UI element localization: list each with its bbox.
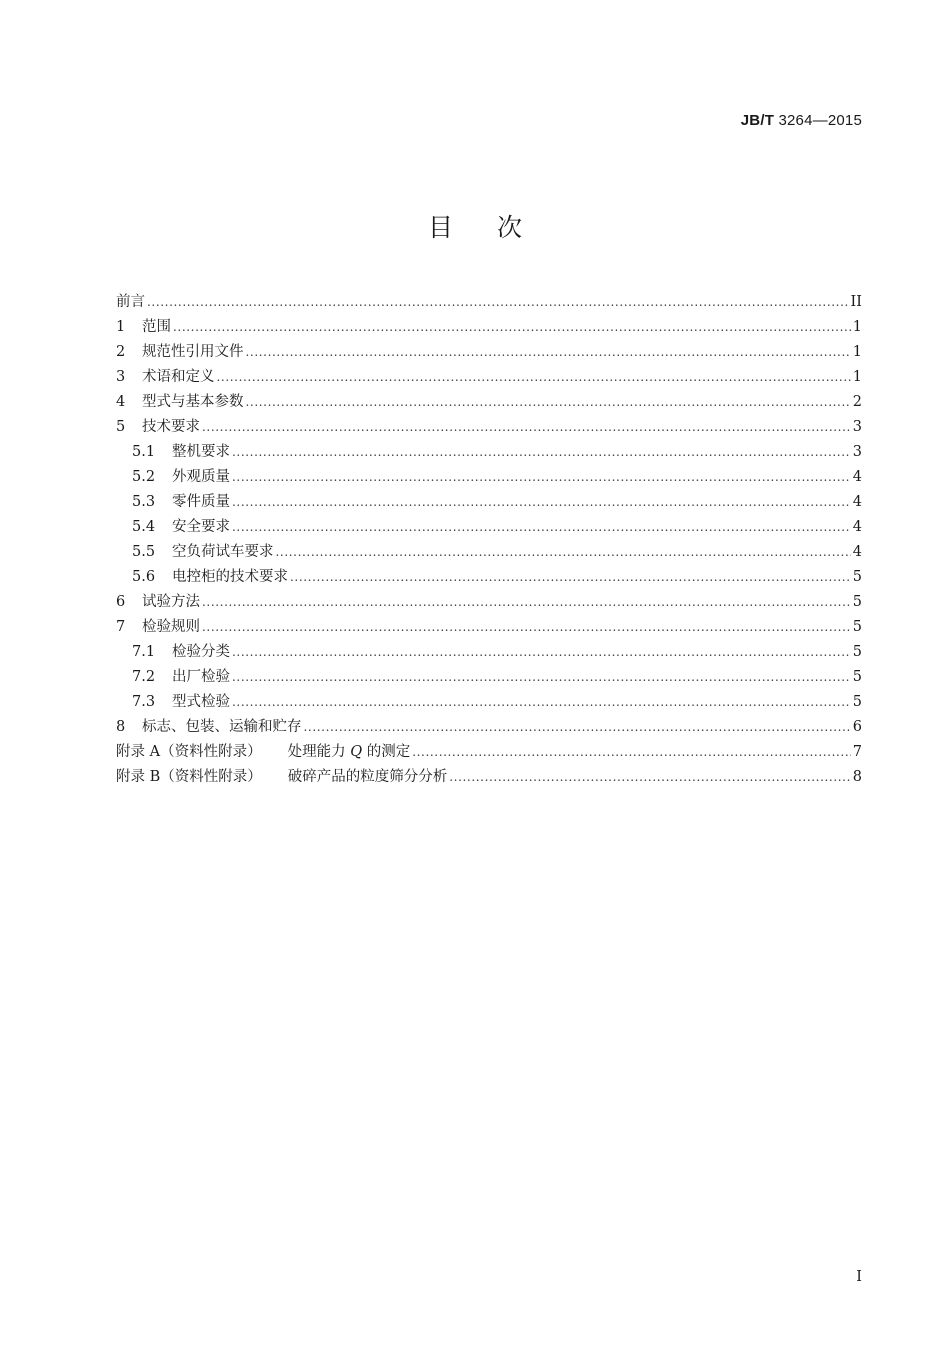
toc-number: 1 [116, 319, 126, 335]
toc-page: 5 [852, 694, 862, 710]
toc-label: 处理能力 Q 的测定 [287, 744, 411, 760]
toc-leader [290, 565, 851, 590]
toc-label: 安全要求 [172, 519, 230, 535]
toc-label: 规范性引用文件 [142, 344, 244, 360]
toc-entry-5-6[interactable] [116, 565, 862, 590]
toc-leader [449, 765, 851, 790]
toc-leader [147, 290, 849, 315]
toc-entry-3[interactable] [116, 365, 862, 390]
toc-label: 术语和定义 [142, 369, 215, 385]
toc-page: 5 [852, 619, 862, 635]
toc-label: 型式检验 [172, 694, 230, 710]
table-of-contents [116, 290, 862, 790]
toc-leader [232, 690, 851, 715]
toc-page: 1 [852, 319, 862, 335]
toc-leader [217, 365, 851, 390]
toc-number: 7.3 [132, 694, 156, 710]
toc-leader [232, 515, 851, 540]
toc-page: 1 [852, 344, 862, 360]
toc-leader [232, 440, 851, 465]
toc-entry-7-2[interactable] [116, 665, 862, 690]
toc-leader [202, 590, 851, 615]
toc-number: 5.4 [132, 519, 156, 535]
toc-page: 4 [852, 494, 862, 510]
toc-page: 6 [852, 719, 862, 735]
toc-leader [173, 315, 851, 340]
toc-leader [304, 715, 851, 740]
toc-number: 3 [116, 369, 126, 385]
toc-entry-7-3[interactable] [116, 690, 862, 715]
toc-leader [232, 665, 851, 690]
toc-page: 3 [852, 444, 862, 460]
page-title: 目次 [427, 213, 566, 242]
toc-page: 5 [852, 569, 862, 585]
toc-leader [232, 640, 851, 665]
toc-entry-4[interactable] [116, 390, 862, 415]
toc-entry-5-2[interactable] [116, 465, 862, 490]
toc-number: 7.1 [132, 644, 156, 660]
toc-leader [412, 740, 851, 765]
toc-number: 5.5 [132, 544, 156, 560]
toc-number: 6 [116, 594, 126, 610]
toc-page: 4 [852, 544, 862, 560]
toc-number: 4 [116, 394, 126, 410]
toc-entry-annex-a[interactable] [116, 740, 862, 765]
standard-code [741, 112, 862, 129]
toc-leader [202, 615, 851, 640]
toc-page: 5 [852, 669, 862, 685]
annex-prefix: 附录 A（资料性附录） [116, 744, 262, 760]
toc-label: 破碎产品的粒度筛分分析 [287, 769, 448, 785]
symbol-q: Q [350, 744, 363, 760]
toc-leader [276, 540, 851, 565]
toc-number: 7 [116, 619, 126, 635]
toc-number: 2 [116, 344, 126, 360]
toc-number: 5 [116, 419, 126, 435]
toc-page: 1 [852, 369, 862, 385]
standard-prefix: JB/T [740, 112, 775, 129]
toc-label: 检验分类 [172, 644, 230, 660]
toc-leader [202, 415, 851, 440]
toc-label: 出厂检验 [172, 669, 230, 685]
toc-entry-5-3[interactable] [116, 490, 862, 515]
toc-leader [246, 340, 851, 365]
toc-entry-6[interactable] [116, 590, 862, 615]
toc-entry-7[interactable] [116, 615, 862, 640]
toc-entry-annex-b[interactable] [116, 765, 862, 790]
toc-label: 空负荷试车要求 [172, 544, 274, 560]
toc-page: II [850, 294, 862, 310]
toc-entry-foreword[interactable] [116, 290, 862, 315]
toc-entry-2[interactable] [116, 340, 862, 365]
toc-label: 电控柜的技术要求 [172, 569, 288, 585]
toc-number: 5.3 [132, 494, 156, 510]
toc-label: 范围 [142, 319, 171, 335]
toc-entry-7-1[interactable] [116, 640, 862, 665]
toc-label: 试验方法 [142, 594, 200, 610]
toc-number: 8 [116, 719, 126, 735]
toc-page: 4 [852, 519, 862, 535]
toc-entry-5[interactable] [116, 415, 862, 440]
toc-label: 型式与基本参数 [142, 394, 244, 410]
toc-leader [246, 390, 851, 415]
toc-number: 7.2 [132, 669, 156, 685]
toc-page: 2 [852, 394, 862, 410]
toc-entry-8[interactable] [116, 715, 862, 740]
toc-label: 标志、包装、运输和贮存 [142, 719, 302, 735]
toc-label: 整机要求 [172, 444, 230, 460]
toc-label: 外观质量 [172, 469, 230, 485]
toc-page: 7 [852, 744, 862, 760]
toc-leader [232, 490, 851, 515]
toc-label: 零件质量 [172, 494, 230, 510]
toc-page: 5 [852, 644, 862, 660]
toc-number: 5.1 [132, 444, 156, 460]
annex-prefix: 附录 B（资料性附录） [116, 769, 262, 785]
toc-leader [232, 465, 851, 490]
page-number: I [856, 1269, 862, 1285]
toc-page: 4 [852, 469, 862, 485]
toc-page: 3 [852, 419, 862, 435]
toc-entry-5-4[interactable] [116, 515, 862, 540]
toc-entry-1[interactable] [116, 315, 862, 340]
toc-entry-5-5[interactable] [116, 540, 862, 565]
toc-label: 检验规则 [142, 619, 200, 635]
toc-label: 前言 [116, 294, 145, 310]
toc-number: 5.6 [132, 569, 156, 585]
toc-page: 8 [852, 769, 862, 785]
toc-label: 技术要求 [142, 419, 200, 435]
toc-entry-5-1[interactable] [116, 440, 862, 465]
standard-number: 3264—2015 [778, 112, 862, 129]
toc-page: 5 [852, 594, 862, 610]
toc-number: 5.2 [132, 469, 156, 485]
